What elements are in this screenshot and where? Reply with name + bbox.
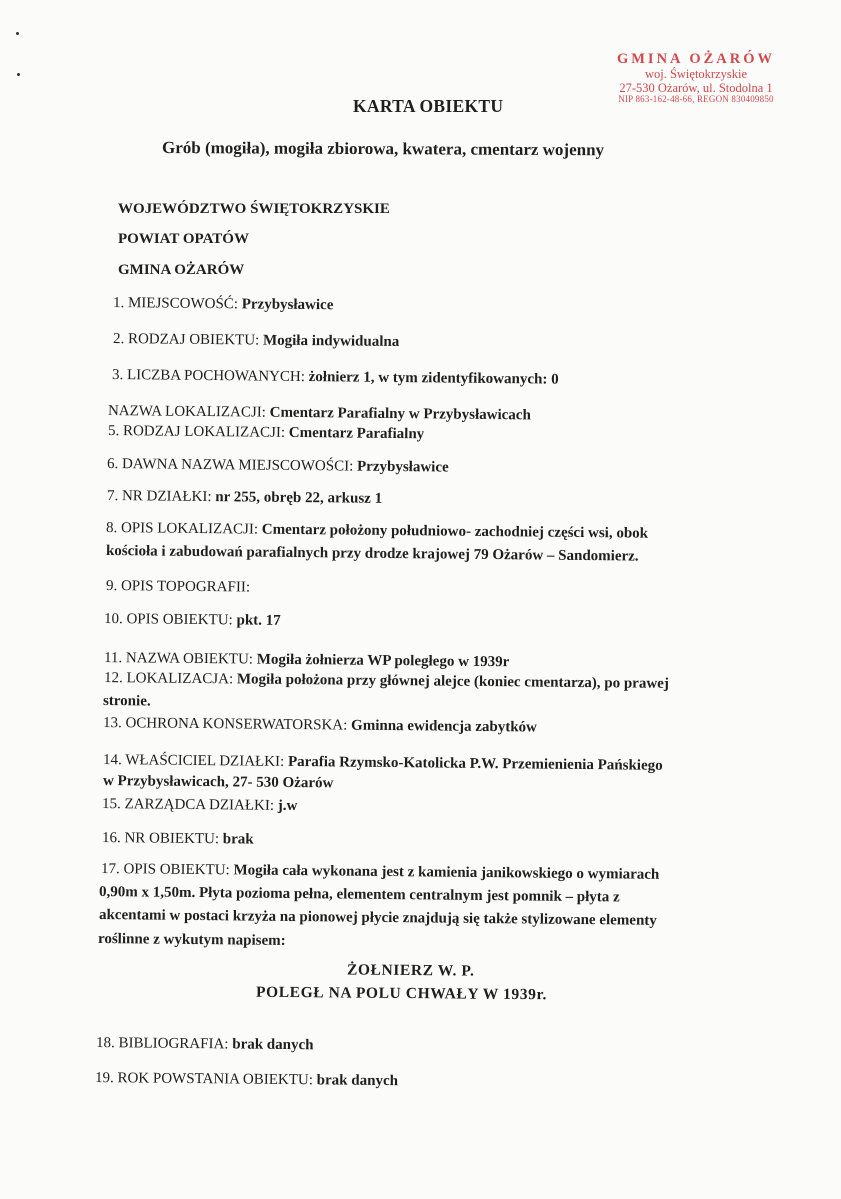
field-9-label: 9. OPIS TOPOGRAFII:: [105, 578, 251, 596]
field-14-value-line-1: Parafia Rzymsko-Katolicka P.W. Przemienienia Pańskiego: [287, 753, 663, 774]
field-6-value: Przybysławice: [356, 458, 449, 476]
field-17-continuation-3: [98, 931, 286, 950]
powiat-header: POWIAT OPATÓW: [118, 231, 249, 247]
field-17-continuation-2: [99, 907, 657, 930]
field-17-value-line-1: Mogiła cała wykonana jest z kamienia janikowskiego o wymiarach: [233, 862, 660, 883]
field-17-value-line-4: roślinne z wykutym napisem:: [97, 931, 286, 949]
field-18-label: 18. BIBLIOGRAFIA:: [95, 1035, 233, 1053]
field-8-label: 8. OPIS LOKALIZACJI:: [105, 520, 262, 538]
field-11-value: Mogiła żołnierza WP poległego w 1939r: [256, 651, 510, 671]
field-9: [106, 578, 250, 597]
field-12: [104, 670, 669, 693]
field-17-continuation-1: [99, 884, 620, 906]
field-16: [102, 830, 254, 849]
field-4-value: Cmentarz Parafialny w Przybysławicach: [269, 404, 531, 424]
inscription-line-2: POLEGŁ NA POLU CHWAŁY W 1939r.: [255, 983, 548, 1004]
stamp-line-3: 27-530 Ożarów, ul. Stodolna 1: [619, 80, 773, 95]
field-1-value: Przybysławice: [241, 296, 334, 314]
field-15: [102, 796, 298, 815]
field-11-label: 11. NAZWA OBIEKTU:: [103, 650, 257, 668]
field-17-value-line-3: akcentami w postaci krzyża na pionowej płycie znajdują się także stylizowane elementy: [98, 907, 657, 929]
field-6: [107, 456, 449, 477]
field-12-value-line-2: stronie.: [102, 693, 151, 710]
stamp-line-4: NIP 863-162-48-66, REGON 830409850: [618, 94, 774, 105]
field-1: [113, 295, 334, 314]
field-6-label: 6. DAWNA NAZWA MIEJSCOWOŚCI:: [106, 456, 358, 475]
field-13: [103, 715, 537, 737]
field-8: [106, 520, 648, 543]
field-19-label: 19. ROK POWSTANIA OBIEKTU:: [94, 1070, 317, 1089]
field-3: [112, 367, 559, 389]
document-title: KARTA OBIEKTU: [353, 96, 504, 116]
field-11: [104, 650, 510, 671]
gmina-header: GMINA OŻARÓW: [118, 262, 245, 278]
gmina-stamp: [598, 52, 794, 105]
field-16-value: brak: [222, 831, 254, 848]
field-7-label: 7. NR DZIAŁKI:: [106, 488, 216, 506]
field-2-label: 2. RODZAJ OBIEKTU:: [112, 331, 264, 349]
field-8-value-line-1: Cmentarz położony południowo- zachodniej części wsi, obok: [261, 521, 649, 542]
scan-speck: [16, 32, 19, 35]
field-5: [108, 423, 424, 443]
field-12-continuation: [103, 693, 151, 710]
field-2-value: Mogiła indywidualna: [262, 332, 400, 350]
field-10: [104, 611, 281, 630]
field-8-continuation: [106, 543, 639, 566]
field-18: [96, 1035, 314, 1054]
field-16-label: 16. NR OBIEKTU:: [101, 830, 223, 848]
field-13-value: Gminna ewidencja zabytków: [351, 717, 538, 736]
scan-speck: [17, 73, 20, 76]
field-3-label: 3. LICZBA POCHOWANYCH:: [111, 367, 309, 386]
field-19-value: brak danych: [316, 1072, 399, 1090]
field-4-label: NAZWA LOKALIZACJI:: [107, 403, 270, 421]
field-18-value: brak danych: [232, 1036, 314, 1054]
field-1-label: 1. MIEJSCOWOŚĆ:: [112, 295, 242, 313]
inscription-line-1: ŻOŁNIERZ W. P.: [346, 961, 475, 980]
field-19: [95, 1070, 398, 1090]
stamp-line-1: GMINA OŻARÓW: [616, 51, 776, 67]
field-12-label: 12. LOKALIZACJA:: [103, 670, 237, 688]
field-8-value-line-2: kościoła i zabudowań parafialnych przy drodze krajowej 79 Ożarów – Sandomierz.: [105, 543, 639, 565]
field-17-label: 17. OPIS OBIEKTU:: [100, 861, 234, 879]
field-14-label: 14. WŁAŚCICIEL DZIAŁKI:: [102, 752, 289, 770]
field-5-label: 5. RODZAJ LOKALIZACJI:: [107, 423, 289, 441]
field-14-continuation: [103, 773, 334, 792]
wojewodztwo-header: WOJEWÓDZTWO ŚWIĘTOKRZYSKIE: [118, 201, 390, 217]
field-10-label: 10. OPIS OBIEKTU:: [103, 611, 237, 629]
field-15-value: j.w: [277, 797, 298, 815]
field-13-label: 13. OCHRONA KONSERWATORSKA:: [102, 715, 352, 734]
field-2: [113, 331, 399, 351]
field-4: [108, 403, 531, 424]
field-17-value-line-2: 0,90m x 1,50m. Płyta pozioma pełna, elementem centralnym jest pomnik – płyta z: [98, 884, 620, 906]
field-3-value: żołnierz 1, w tym zidentyfikowanych: 0: [308, 369, 559, 388]
field-5-value: Cmentarz Parafialny: [288, 424, 425, 443]
field-10-value: pkt. 17: [236, 612, 281, 629]
field-7: [107, 488, 382, 508]
document-subtitle: Grób (mogiła), mogiła zbiorowa, kwatera, cmentarz wojenny: [161, 138, 605, 160]
field-17: [101, 861, 660, 884]
field-15-label: 15. ZARZĄDCA DZIAŁKI:: [101, 796, 278, 814]
stamp-line-2: woj. Świętokrzyskie: [644, 66, 748, 81]
field-12-value-line-1: Mogiła położona przy głównej alejce (koniec cmentarza), po prawej: [236, 671, 669, 692]
field-14-value-line-2: w Przybysławicach, 27- 530 Ożarów: [102, 773, 334, 792]
field-7-value: nr 255, obręb 22, arkusz 1: [215, 489, 383, 507]
field-14: [103, 752, 663, 775]
